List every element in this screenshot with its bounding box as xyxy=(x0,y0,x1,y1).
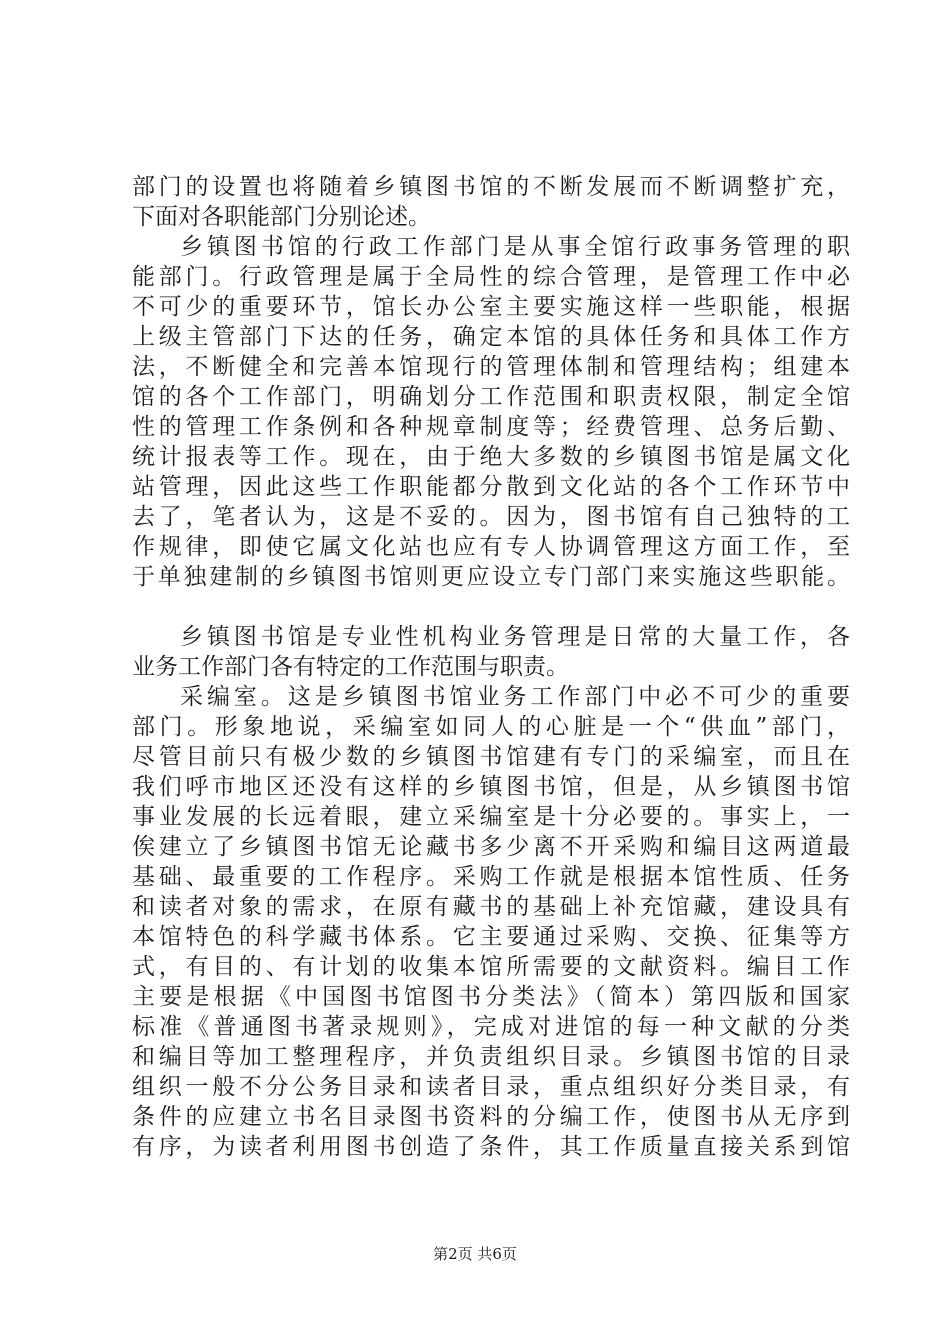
text-line: 业务工作部门各有特定的工作范围与职责。 xyxy=(132,654,569,680)
text-line: 于单独建制的乡镇图书馆则更应设立专门部门来实施这些职能。 xyxy=(132,564,850,590)
text-line: 法，不断健全和完善本馆现行的管理体制和管理结构；组建本 xyxy=(132,354,850,380)
text-line: 有序，为读者利用图书创造了条件，其工作质量直接关系到馆 xyxy=(132,1134,850,1160)
text-line: 去了，笔者认为，这是不妥的。因为，图书馆有自己独特的工 xyxy=(132,504,850,530)
page-footer xyxy=(0,1243,950,1264)
text-line: 站管理，因此这些工作职能都分散到文化站的各个工作环节中 xyxy=(132,474,850,500)
text-line: 俟建立了乡镇图书馆无论藏书多少离不开采购和编目这两道最 xyxy=(132,834,850,860)
text-line: 本馆特色的科学藏书体系。它主要通过采购、交换、征集等方 xyxy=(132,924,850,950)
paragraph-continuation xyxy=(132,172,850,232)
text-line: 尽管目前只有极少数的乡镇图书馆建有专门的采编室，而且在 xyxy=(132,744,850,770)
text-line: 我们呼市地区还没有这样的乡镇图书馆，但是，从乡镇图书馆 xyxy=(132,774,850,800)
text-line: 事业发展的长远着眼，建立采编室是十分必要的。事实上，一 xyxy=(132,804,850,830)
text-line: 能部门。行政管理是属于全局性的综合管理，是管理工作中必 xyxy=(132,264,850,290)
text-line: 组织一般不分公务目录和读者目录，重点组织好分类目录，有 xyxy=(132,1074,850,1100)
text-line: 乡镇图书馆是专业性机构业务管理是日常的大量工作，各 xyxy=(180,624,850,650)
text-line: 条件的应建立书名目录图书资料的分编工作，使图书从无序到 xyxy=(132,1104,850,1130)
text-line: 采编室。这是乡镇图书馆业务工作部门中必不可少的重要 xyxy=(180,684,850,710)
text-line: 馆的各个工作部门，明确划分工作范围和职责权限，制定全馆 xyxy=(132,384,850,410)
paragraph-spacer xyxy=(132,592,850,622)
text-line: 主要是根据《中国图书馆图书分类法》（简本）第四版和国家 xyxy=(132,984,850,1010)
text-line: 部门的设置也将随着乡镇图书馆的不断发展而不断调整扩充， xyxy=(132,174,850,200)
text-line: 作规律，即使它属文化站也应有专人协调管理这方面工作，至 xyxy=(132,534,850,560)
text-line: 和编目等加工整理程序，并负责组织目录。乡镇图书馆的目录 xyxy=(132,1044,850,1070)
text-line: 部门。形象地说，采编室如同人的心脏是一个“供血”部门， xyxy=(132,714,850,740)
text-line: 上级主管部门下达的任务，确定本馆的具体任务和具体工作方 xyxy=(132,324,850,350)
text-line: 乡镇图书馆的行政工作部门是从事全馆行政事务管理的职 xyxy=(180,234,850,260)
page-number: 第2页 共6页 xyxy=(433,1245,517,1263)
text-line: 下面对各职能部门分别论述。 xyxy=(132,204,431,230)
text-line: 标准《普通图书著录规则》，完成对进馆的每一种文献的分类 xyxy=(132,1014,850,1040)
paragraph-administration xyxy=(132,232,850,592)
text-line: 基础、最重要的工作程序。采购工作就是根据本馆性质、任务 xyxy=(132,864,850,890)
text-line: 不可少的重要环节，馆长办公室主要实施这样一些职能，根据 xyxy=(132,294,850,320)
paragraph-cataloging xyxy=(132,682,850,1162)
paragraph-business xyxy=(132,622,850,682)
text-line: 式，有目的、有计划的收集本馆所需要的文献资料。编目工作 xyxy=(132,954,850,980)
text-line: 统计报表等工作。现在，由于绝大多数的乡镇图书馆是属文化 xyxy=(132,444,850,470)
text-line: 和读者对象的需求，在原有藏书的基础上补充馆藏，建设具有 xyxy=(132,894,850,920)
text-line: 性的管理工作条例和各种规章制度等；经费管理、总务后勤、 xyxy=(132,414,850,440)
document-body xyxy=(132,172,850,1162)
